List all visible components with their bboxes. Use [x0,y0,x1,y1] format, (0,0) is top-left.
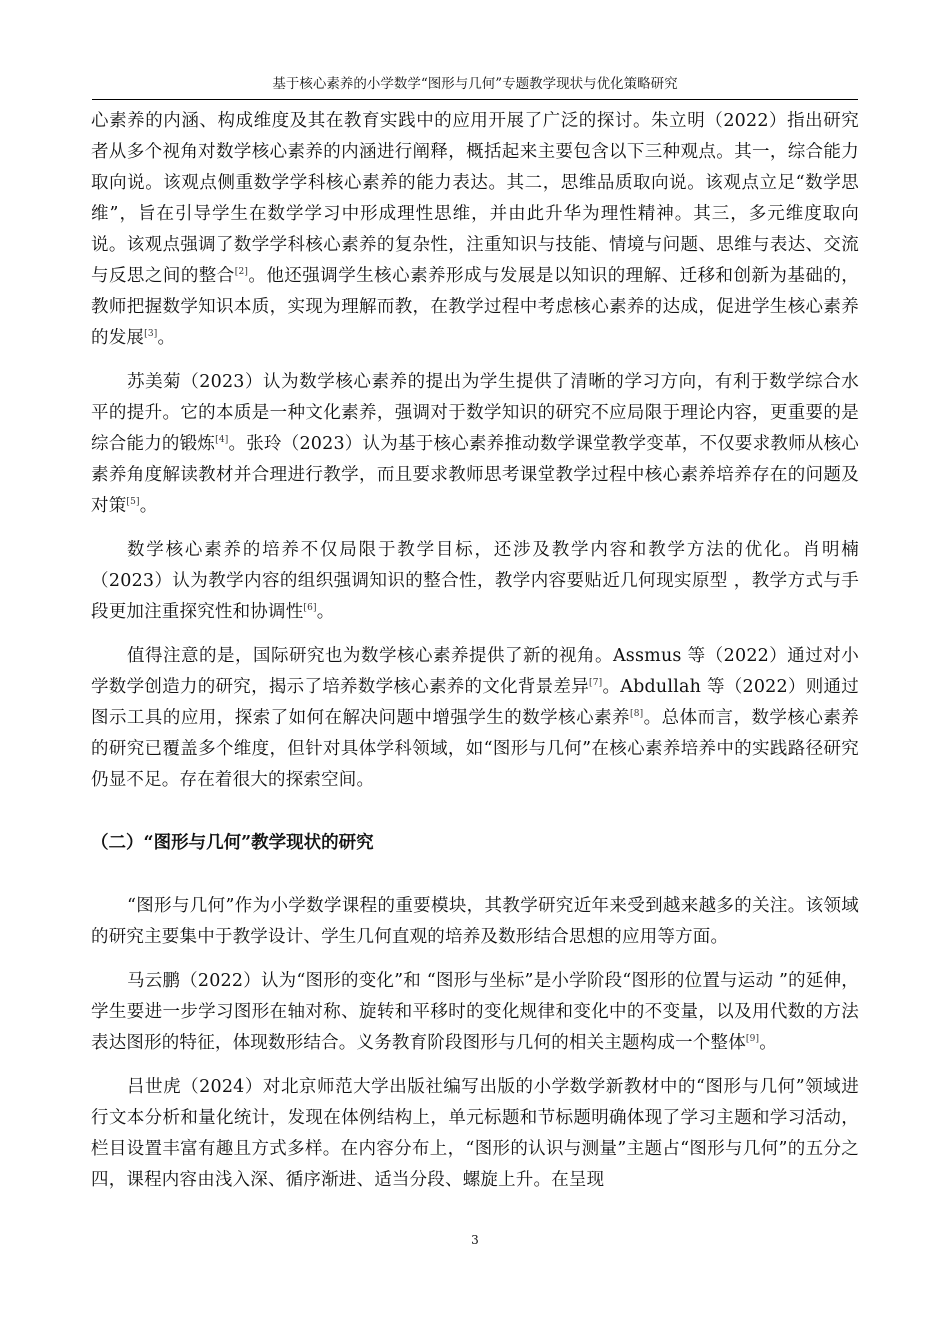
citation-9[interactable]: [9] [745,1034,760,1045]
citation-3[interactable]: [3] [144,329,158,340]
citation-7[interactable]: [7] [589,678,603,689]
paragraph-core-literacy-views: 心素养的内涵、构成维度及其在教育实践中的应用开展了广泛的探讨。朱立明（2022）指出研究者从多个视角对数学核心素养的内涵进行阐释，概括起来主要包含以下三种观点。其一，综合能力取向说。该观点侧重数学学科核心素养的能力表达。其二，思维品质取向说。该观点立足“数学思维”，旨在引导学生在数学学习中形成理性思维，并由此升华为理性精神。其三，多元维度取向说。该观点强调了数学学科核心素养的复杂性，注重知识与技能、情境与问题、思维与表达、交流与反思之间的整合[2]。他还强调学生核心素养形成与发展是以知识的理解、迁移和创新为基础的，教师把握数学知识本质，实现为理解而教，在教学过程中考虑核心素养的达成，促进学生核心素养的发展[3]。 [91,111,859,348]
paragraph-ma-yunpeng: 马云鹏（2022）认为“图形的变化”和 “图形与坐标”是小学阶段“图形的位置与运动 ”的延伸，学生要进一步学习图形在轴对称、旋转和平移时的变化规律和变化中的不变量，以及用代数的方法表达图形的特征，体现数形结合。义务教育阶段图形与几何的相关主题构成一个整体[9]。 [91,971,859,1053]
paragraph-xiao-mingnan: 数学核心素养的培养不仅局限于教学目标，还涉及教学内容和教学方法的优化。肖明楠（2023）认为教学内容的组织强调知识的整合性，教学内容要贴近几何现实原型 ，教学方式与手段更加注重探究性和协调性[6]。 [91,540,859,622]
paragraph-su-meiju: 苏美菊（2023）认为数学核心素养的提出为学生提供了清晰的学习方向，有利于数学综合水平的提升。它的本质是一种文化素养，强调对于数学知识的研究不应局限于理论内容，更重要的是综合能力的锻炼[4]。张玲（2023）认为基于核心素养推动数学课堂教学变革，不仅要求教师从核心素养角度解读教材并合理进行教学，而且要求教师思考课堂教学过程中核心素养培养存在的问题及对策[5]。 [91,372,859,516]
paragraph-geometry-overview: “图形与几何”作为小学数学课程的重要模块，其教学研究近年来受到越来越多的关注。该领域的研究主要集中于教学设计、学生几何直观的培养及数形结合思想的应用等方面。 [91,896,859,947]
paragraph-lv-shihu: 吕世虎（2024）对北京师范大学出版社编写出版的小学数学新教材中的“图形与几何”领域进行文本分析和量化统计，发现在体例结构上，单元标题和节标题明确体现了学习主题和学习活动，栏目设置丰富有趣且方式多样。在内容分布上，“图形的认识与测量”主题占“图形与几何”的五分之四，课程内容由浅入深、循序渐进、适当分段、螺旋上升。在呈现 [91,1077,859,1190]
page-body [91,106,859,1196]
citation-5[interactable]: [5] [126,497,140,508]
citation-8[interactable]: [8] [630,709,644,720]
paragraph-international-research: 值得注意的是，国际研究也为数学核心素养提供了新的视角。Assmus 等（2022）通过对小学数学创造力的研究，揭示了培养数学核心素养的文化背景差异[7]。Abdullah 等（2022）则通过图示工具的应用，探索了如何在解决问题中增强学生的数学核心素养[8]。总体而言，数学核心素养的研究已覆盖多个维度，但针对具体学科领域，如“图形与几何”在核心素养培养中的实践路径研究仍显不足。存在着很大的探索空间。 [91,646,859,790]
citation-4[interactable]: [4] [215,435,229,446]
running-header: 基于核心素养的小学数学“图形与几何”专题教学现状与优化策略研究 [92,74,858,100]
citation-2[interactable]: [2] [234,267,249,278]
section-heading: （二）“图形与几何”教学现状的研究 [91,833,374,853]
page-number: 3 [471,1233,479,1247]
citation-6[interactable]: [6] [303,603,317,614]
